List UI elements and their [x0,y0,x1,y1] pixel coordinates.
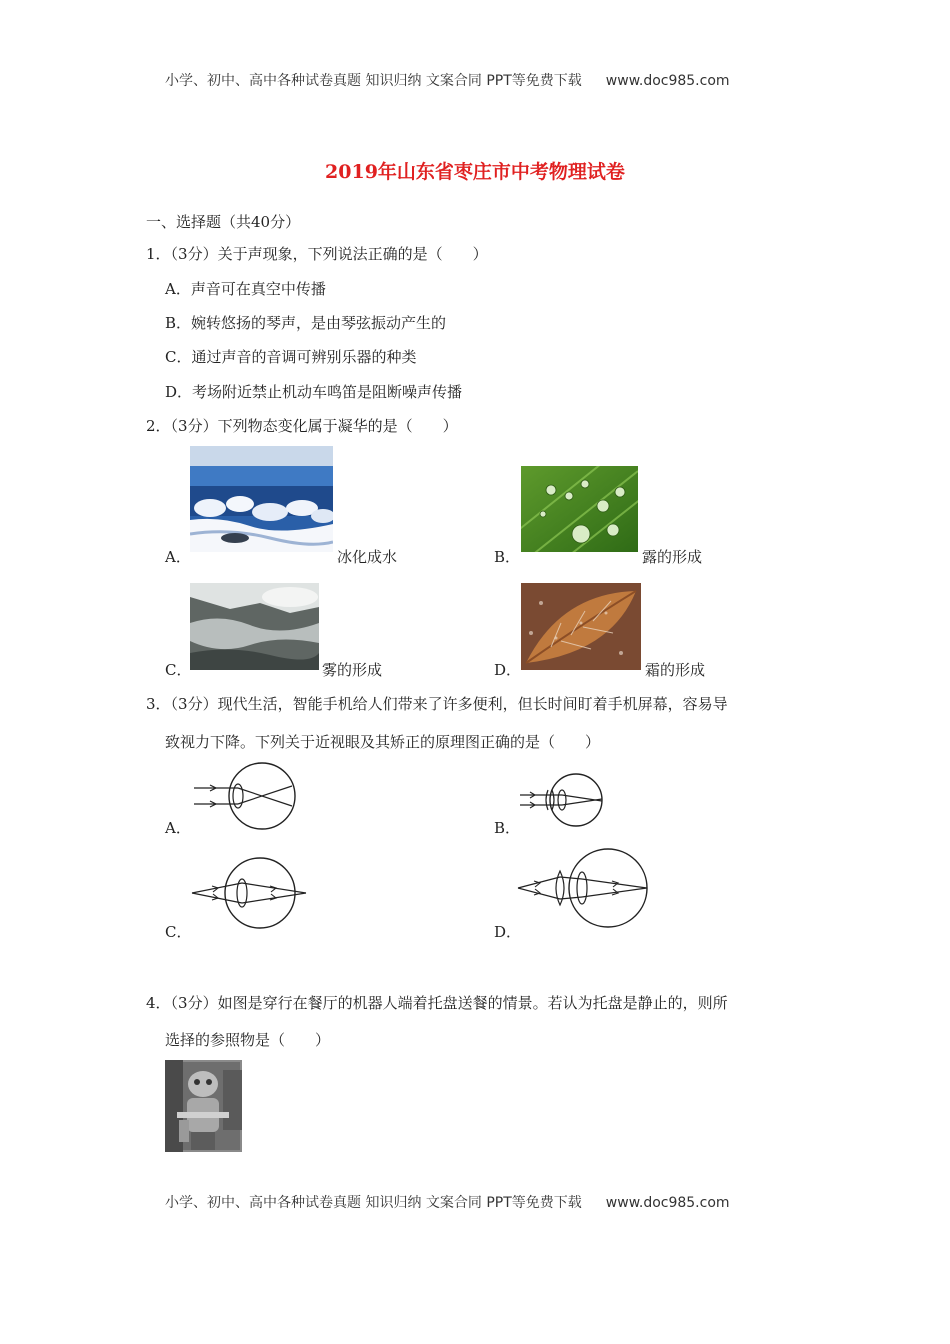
question-1-stem: 1．（3分）关于声现象，下列说法正确的是（ ） [146,245,488,263]
fog-photo [190,583,319,670]
section-heading: 一、选择题（共40分） [146,213,301,231]
question-2-option-d-letter: D． [494,661,522,679]
question-2-option-b-letter: B． [494,548,521,566]
robot-waiter-photo [165,1060,242,1152]
question-3-option-d: D． [494,923,522,941]
footer-site-link[interactable]: www.doc985.com [605,1195,730,1211]
question-1-option-a: A．声音可在真空中传播 [165,280,326,298]
frost-leaf-photo [521,583,641,670]
page-header [165,70,730,90]
question-3-option-c: C． [165,923,192,941]
question-2-option-a-letter: A． [165,548,191,566]
question-2-option-c-letter: C． [165,661,192,679]
question-3-stem-line-1: 3．（3分）现代生活，智能手机给人们带来了许多便利，但长时间盯着手机屏幕，容易导 [146,695,728,713]
dew-drops-photo [521,466,638,552]
question-4-stem-line-1: 4．（3分）如图是穿行在餐厅的机器人端着托盘送餐的情景。若认为托盘是静止的，则所 [146,994,728,1012]
ice-melting-photo [190,446,333,552]
question-2-option-c-caption: 雾的形成 [322,661,383,679]
eye-diagram-b [520,770,610,830]
question-4-stem-line-2: 选择的参照物是（ ） [165,1031,331,1049]
question-2-stem: 2．（3分）下列物态变化属于凝华的是（ ） [146,417,458,435]
question-3-stem-line-2: 致视力下降。下列关于近视眼及其矫正的原理图正确的是（ ） [165,733,601,751]
header-site-link[interactable]: www.doc985.com [605,73,730,89]
eye-diagram-d [516,847,652,929]
question-3-option-b: B． [494,819,521,837]
question-3-option-a: A． [165,819,191,837]
question-2-option-b-caption: 露的形成 [642,548,703,566]
header-text: 小学、初中、高中各种试卷真题 知识归纳 文案合同 PPT等免费下载 [165,73,582,89]
question-2-option-d-caption: 霜的形成 [645,661,706,679]
eye-diagram-c [190,857,310,929]
page-footer [165,1192,730,1212]
question-2-option-a-caption: 冰化成水 [337,548,398,566]
question-1-option-b: B．婉转悠扬的琴声，是由琴弦振动产生的 [165,314,447,332]
footer-text: 小学、初中、高中各种试卷真题 知识归纳 文案合同 PPT等免费下载 [165,1195,582,1211]
page-title: 2019年山东省枣庄市中考物理试卷 [325,161,625,183]
eye-diagram-a [192,762,302,832]
question-1-option-c: C．通过声音的音调可辨别乐器的种类 [165,348,417,366]
question-1-option-d: D．考场附近禁止机动车鸣笛是阻断噪声传播 [165,383,463,401]
